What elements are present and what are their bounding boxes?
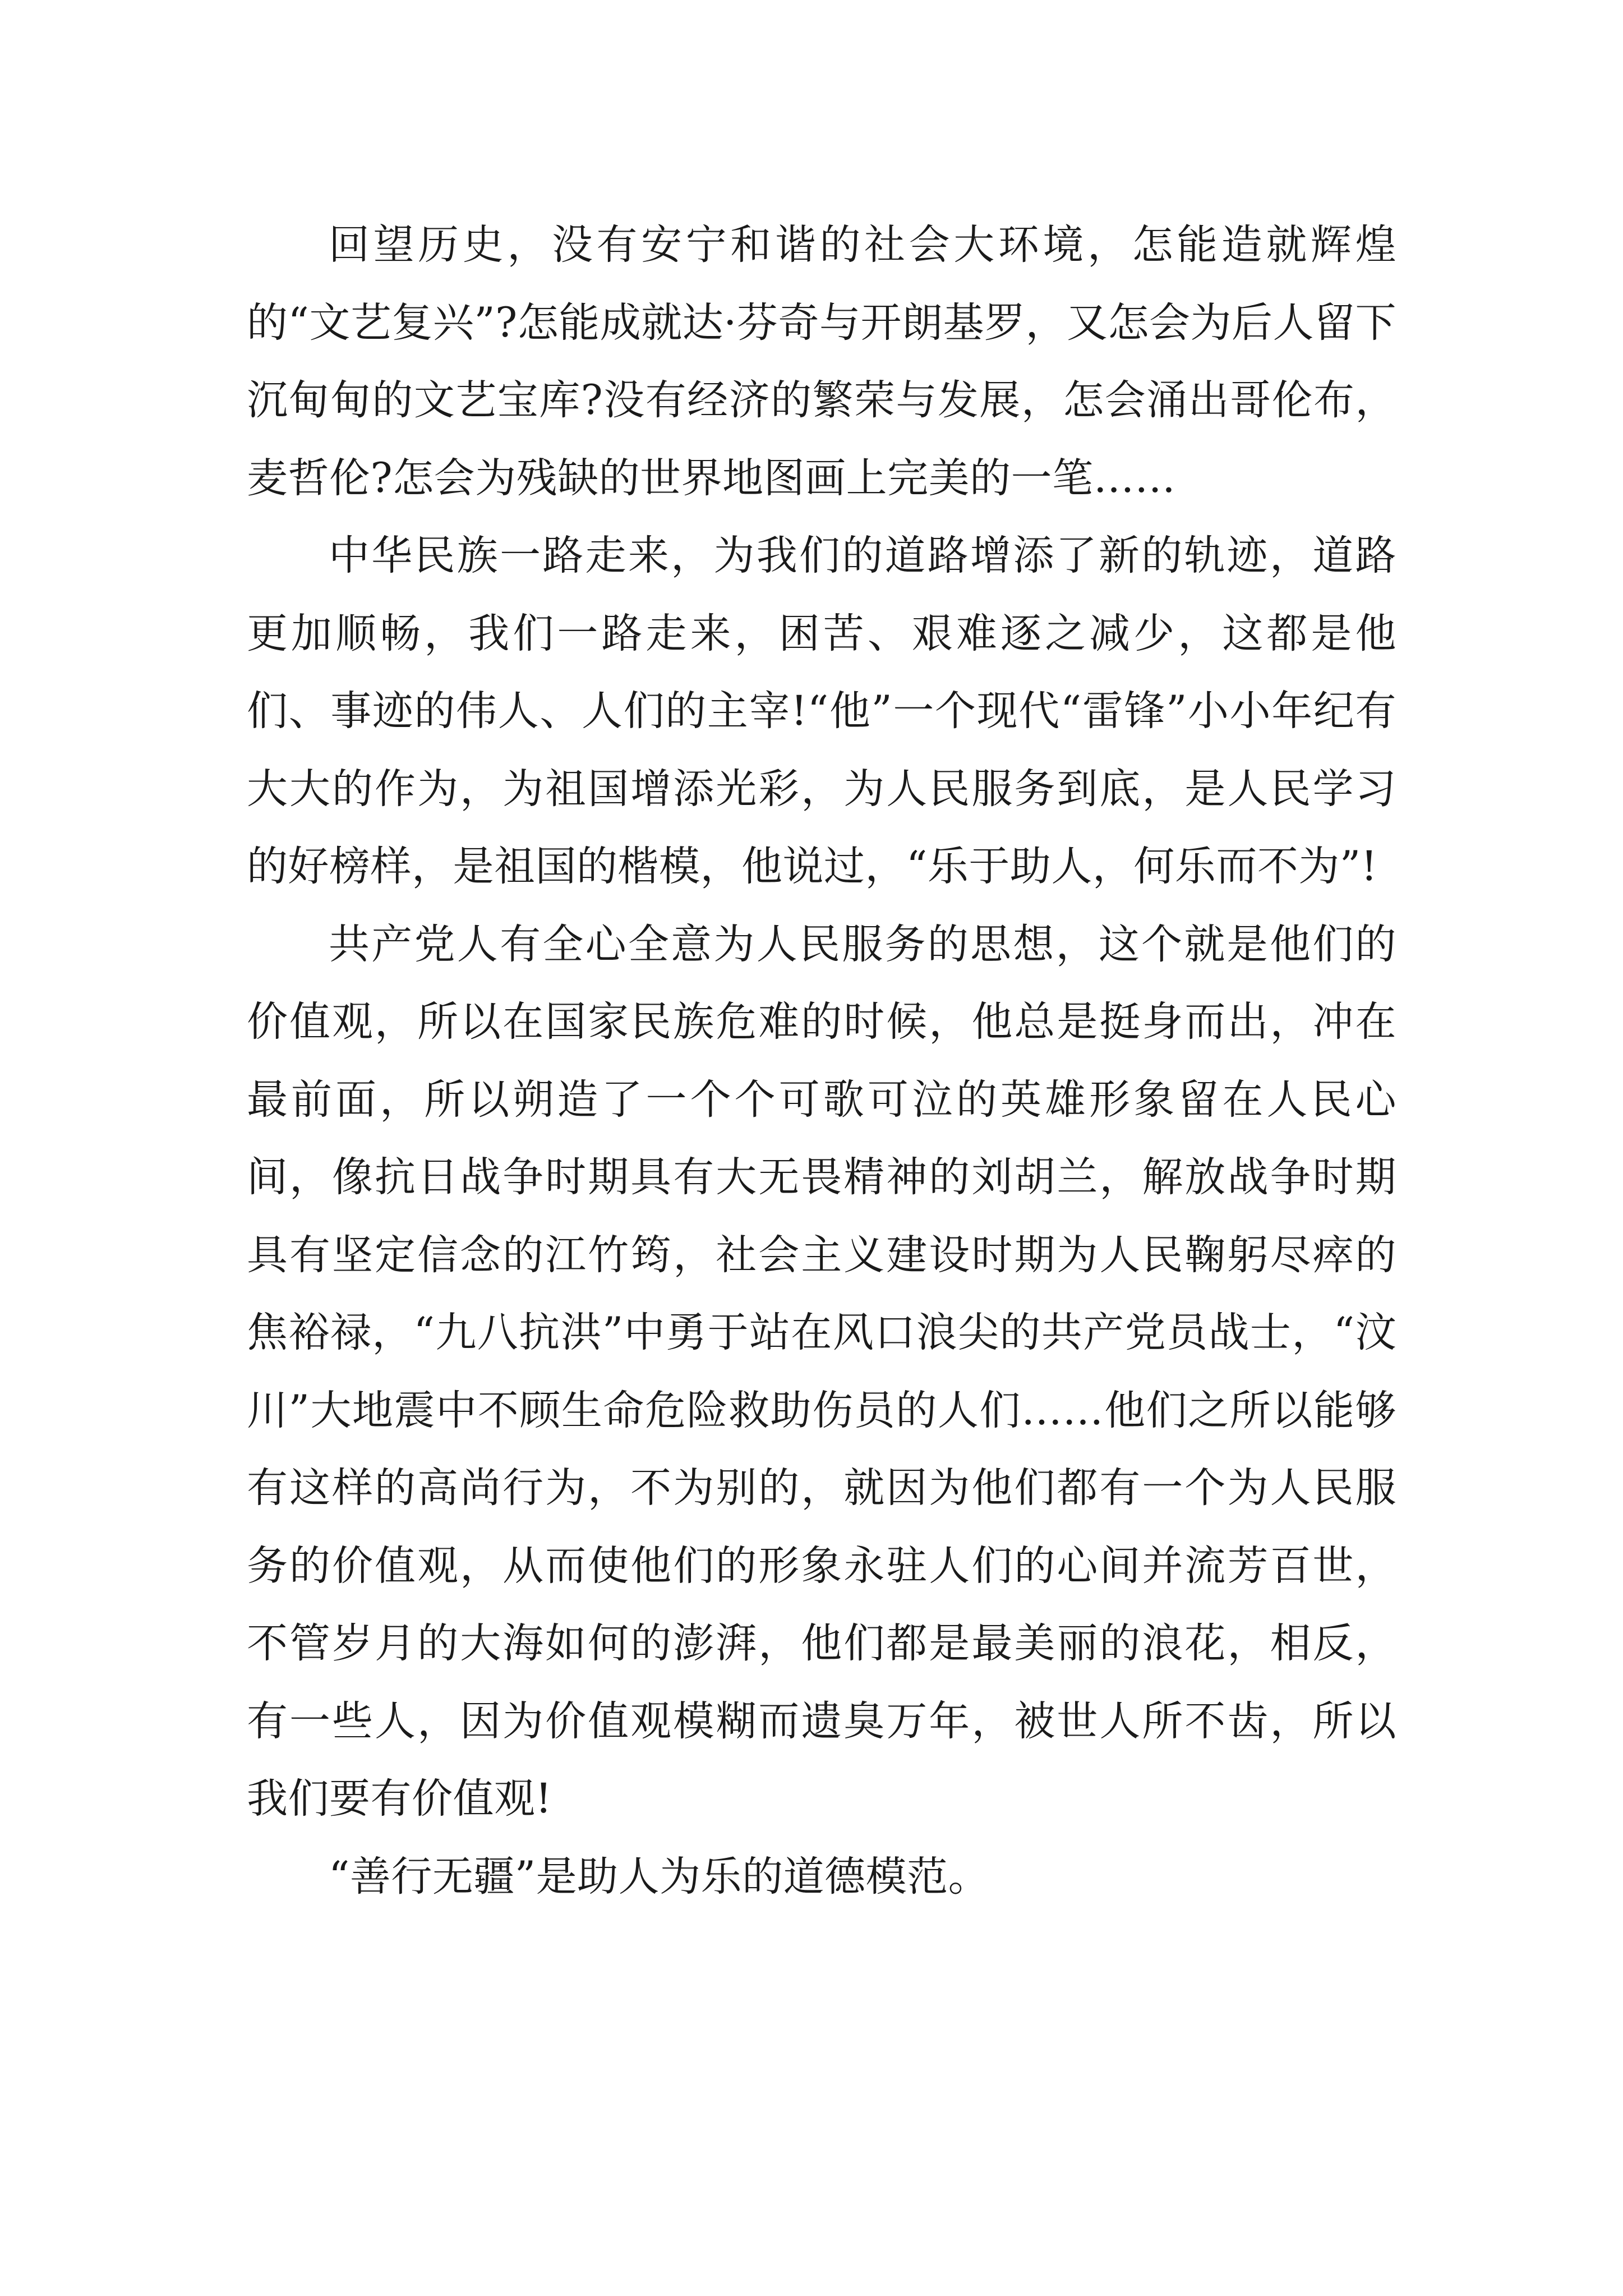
paragraph-boundless-kindness: “善行无疆”是助人为乐的道德模范。 [329, 1852, 990, 1901]
document-body [247, 206, 1396, 1916]
paragraph-chinese-nation: 中华民族一路走来，为我们的道路增添了新的轨迹，道路更加顺畅，我们一路走来，困苦、艰难逐之减少，这都是他们、事迹的伟人、人们的主宰!“他”一个现代“雷锋”小小年纪有大大的作为，为祖国增添光彩，为人民服务到底，是人民学习的好榜样，是祖国的楷模，他说过，“乐于助人，何乐而不为”! [247, 532, 1396, 890]
paragraph-history: 回望历史，没有安宁和谐的社会大环境，怎能造就辉煌的“文艺复兴”?怎能成就达·芬奇与开朗基罗，又怎会为后人留下沉甸甸的文艺宝库?没有经济的繁荣与发展，怎会涌出哥伦布，麦哲伦?怎会为残缺的世界地图画上完美的一笔…… [247, 221, 1396, 502]
paragraph-party-values: 共产党人有全心全意为人民服务的思想，这个就是他们的价值观，所以在国家民族危难的时候，他总是挺身而出，冲在最前面，所以朔造了一个个可歌可泣的英雄形象留在人民心间，像抗日战争时期具有大无畏精神的刘胡兰，解放战争时期具有坚定信念的江竹筠，社会主义建设时期为人民鞠躬尽瘁的焦裕禄，“九八抗洪”中勇于站在风口浪尖的共产党员战士，“汶川”大地震中不顾生命危险救助伤员的人们……他们之所以能够有这样的高尚行为，不为别的，就因为他们都有一个为人民服务的价值观，从而使他们的形象永驻人们的心间并流芳百世，不管岁月的大海如何的澎湃，他们都是最美丽的浪花，相反，有一些人，因为价值观模糊而遗臭万年，被世人所不齿，所以我们要有价值观! [247, 920, 1396, 1823]
